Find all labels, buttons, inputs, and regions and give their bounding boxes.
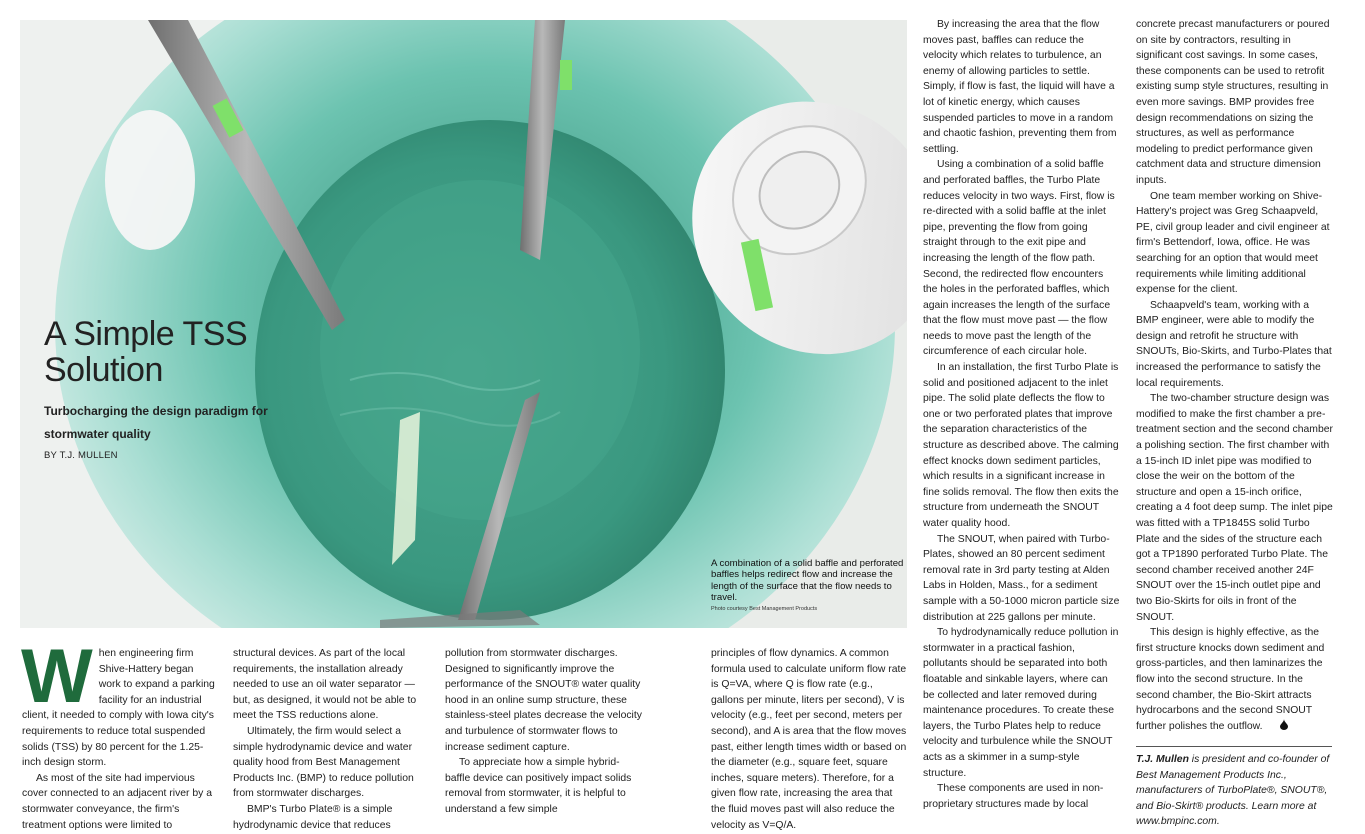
paragraph: In an installation, the first Turbo Plate is solid and positioned adjacent to the inlet pipe. The solid plate deflects the flow to one or two perforated plates that improve the separation characteristics of the structure as described above. The calming effect knocks down sediment particles, which results in a significant increase in fine solids removal. The flow then exits the structure from underneath the SNOUT water quality hood. [923, 362, 1119, 529]
paragraph: As most of the site had impervious cover connected to an adjacent river by a stormwater conveyance, the firm's treatment options were limited to [22, 772, 213, 831]
paragraph: BMP's Turbo Plate® is a simple hydrodynamic device that reduces [233, 803, 393, 831]
text-column-6 [1136, 17, 1333, 735]
paragraph: The two-chamber structure design was modified to make the first chamber a pre-treatment section and the second chamber a polishing section. The first chamber with a 15-inch ID inlet pipe was modified to close the weir on the bottom of the structure and open a 15-inch orifice, creating a 4 foot deep sump. The inlet pipe was fitted with a TP1845S solid Turbo Plate and the sides of the structure each got a TP1890 perforated Turbo Plate. The second chamber received another 24F SNOUT over the 15-inch outlet pipe and two Bio-Skirts for oils in front of the SNOUT. [1136, 393, 1333, 623]
photo-caption [711, 558, 907, 612]
paragraph-text: This design is highly effective, as the first structure knocks down sediment and gross-particles, and then laminarizes the flow into the second structure. In the second chamber, the Bio-Skirt attracts hydrocarbons and the second SNOUT further polishes the outflow. [1136, 627, 1325, 732]
text-column-2 [233, 646, 431, 833]
paragraph [1136, 625, 1333, 735]
paragraph: One team member working on Shive-Hattery's project was Greg Schaapveld, PE, civil group leader and civil engineer at firm's Bettendorf, Iowa, office. He was searching for an option that would meet requirements while limiting additional expense for the client. [1136, 190, 1330, 296]
text-column-4 [711, 646, 907, 833]
paragraph: To hydrodynamically reduce pollution in stormwater in a practical fashion, pollutants should be separated into both floatable and sinkable layers, where can be collected and later removed during maintenance procedures. To create these layers, the Turbo Plates help to reduce velocity and turbulence while the SNOUT acts as a skimmer in a sump-style structure. [923, 627, 1119, 779]
author-bio [1136, 752, 1336, 830]
paragraph: Schaapveld's team, working with a BMP engineer, were able to modify the design and retrofit he structure with SNOUTs, Bio-Skirts, and Turbo-Plates that increased the performance to satisfy the local requirements. [1136, 299, 1332, 389]
article-byline: BY T.J. MULLEN [44, 450, 118, 461]
paragraph: concrete precast manufacturers or poured on site by contractors, resulting in significant cost savings. In some cases, these components can be used to retrofit existing sump style structures, resulting in even more savings. BMP provides free design recommendations on sizing the structures, as well as performance modeling to predict performance given catchment data and structure dimension inputs. [1136, 19, 1330, 186]
author-name: T.J. Mullen [1136, 754, 1189, 765]
paragraph: Ultimately, the firm would select a simple hydrodynamic device and water quality hood from Best Management Products Inc. (BMP) to reduce pollution from stormwater discharges. [233, 725, 414, 800]
caption-text: A combination of a solid baffle and perforated baffles helps redirect flow and increase the length of the surface that the flow needs to travel. [711, 558, 904, 604]
paragraph: These components are used in non-proprietary structures made by local [923, 783, 1104, 810]
paragraph: The SNOUT, when paired with Turbo-Plates, showed an 80 percent sediment removal rate in 3rd party testing at Alden Labs in Holden, Mass., for a sediment sample with a 50-1000 micron particle size distribution at 225 gallons per minute. [923, 533, 1120, 623]
article-photo [20, 20, 907, 628]
article-title: A Simple TSS Solution [44, 315, 248, 389]
paragraph: hen engineering firm Shive-Hattery began work to expand a parking facility for an industrial client, it needed to comply with Iowa city's requirements to reduce total suspended solids (TSS) by 80 percent for the 1.25-inch design storm. [22, 648, 215, 769]
photo-credit: Photo courtesy Best Management Products [711, 605, 818, 612]
water-drop-icon [1266, 719, 1288, 736]
paragraph: structural devices. As part of the local requirements, the installation already needed to use an oil water separator — but, as designed, it would not be able to meet the TSS reductions alone. [233, 648, 417, 722]
text-column-1 [21, 634, 218, 833]
text-column-5 [923, 17, 1120, 812]
text-column-3 [445, 646, 642, 818]
paragraph: Using a combination of a solid baffle and perforated baffles, the Turbo Plate reduces velocity in two ways. First, flow is re-directed with a solid baffle at the inlet pipe, preventing the flow from going straight through to the exit pipe and increasing the length of the flow path. Second, the redirected flow encounters the holes in the perforated baffles, which again increases the length of the surface that the flow must move past — the flow needs to move past the length of the circumference of each circular hole. [923, 159, 1115, 358]
title-block [44, 316, 274, 461]
paragraph: principles of flow dynamics. A common formula used to calculate uniform flow rate is Q=VA, where Q is flow rate (e.g., gallons per minute, liters per second), V is velocity (e.g., feet per second, meters per second), and A is area that the flow moves past, either length times width or based on the diameter (e.g., square feet, square inches, square meters). Therefore, for a given flow rate, increasing the area that the fluid moves past will also reduce the velocity as V=Q/A. [711, 648, 907, 831]
drop-cap: W [21, 634, 93, 719]
paragraph: pollution from stormwater discharges. Designed to significantly improve the performance of the SNOUT® water quality hood in an online sump structure, these stainless-steel plates decrease the velocity and turbulence of stormwater flows to increase sediment capture. [445, 648, 642, 753]
author-bio-text: is president and co-founder of Best Management Products Inc., manufacturers of TurboPlate®, SNOUT®, and Bio-Skirt® products. Learn more at www.bmpinc.com. [1136, 754, 1330, 828]
paragraph: By increasing the area that the flow moves past, baffles can reduce the velocity which relates to turbulence, an enemy of allowing particles to settle. Simply, if flow is fast, the liquid will have a lot of kinetic energy, which causes suspended particles to move in a random and chaotic fashion, preventing them from settling. [923, 19, 1117, 155]
author-bio-divider [1136, 746, 1332, 747]
article-subtitle: Turbocharging the design paradigm for stormwater quality [44, 404, 268, 441]
paragraph: To appreciate how a simple hybrid-baffle device can positively impact solids removal from stormwater, it is helpful to understand a few simple [445, 757, 632, 815]
